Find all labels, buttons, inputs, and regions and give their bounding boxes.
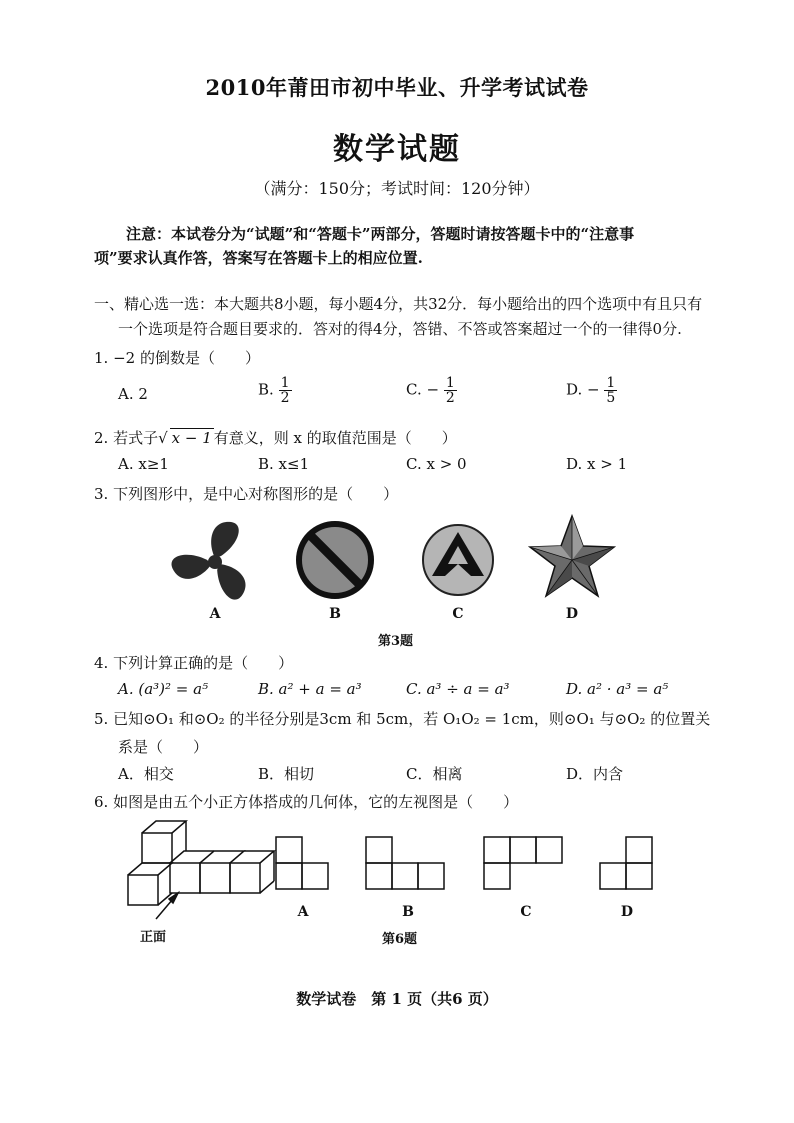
fraction-denominator: 2 xyxy=(445,390,455,406)
figure-b-prohibition-icon xyxy=(299,524,371,596)
section-1-instructions xyxy=(94,292,734,342)
question-6-figures xyxy=(120,815,680,940)
question-1-stem: 1. −2 的倒数是（ ） xyxy=(94,349,260,367)
fraction-numerator: 1 xyxy=(280,375,290,391)
figure-c-triangle-circle-icon xyxy=(423,525,493,595)
question-5-option-b: B．相切 xyxy=(258,765,315,783)
fraction xyxy=(444,376,457,405)
question-4-option-d: D. a² · a³ = a⁵ xyxy=(566,680,669,698)
figure-6-caption: 第6题 xyxy=(382,932,418,947)
figure-a-fan-icon xyxy=(170,522,252,603)
fraction-denominator: 2 xyxy=(280,390,290,406)
subject-title: 数学试题 xyxy=(333,132,461,167)
question-2-stem-pre: 2. 若式子 xyxy=(94,429,159,447)
question-2-stem-post: 有意义，则 x 的取值范围是（ ） xyxy=(213,429,457,447)
section-1-line-1: 一、精心选一选：本大题共8小题，每小题4分，共32分．每小题给出的四个选项中有且只有 xyxy=(94,295,703,313)
exam-title: 2010年莆田市初中毕业、升学考试试卷 xyxy=(205,75,589,100)
option-d-view xyxy=(600,837,652,889)
figure-6-label-a: A xyxy=(297,904,309,920)
fraction-numerator: 1 xyxy=(606,375,616,391)
figure-3-label-a: A xyxy=(209,606,221,622)
notice-line-1: 注意：本试卷分为“试题”和“答题卡”两部分，答题时请按答题卡中的“注意事 xyxy=(126,225,635,243)
question-5-option-c: C．相离 xyxy=(406,765,463,783)
figure-3-label-d: D xyxy=(565,606,579,622)
figure-3-caption: 第3题 xyxy=(378,634,414,649)
option-b-view xyxy=(366,837,444,889)
question-4-option-a: A. (a³)² = a⁵ xyxy=(118,680,209,698)
question-4-stem: 4. 下列计算正确的是（ ） xyxy=(94,654,294,672)
question-5-option-a: A．相交 xyxy=(118,765,174,783)
question-2-option-a: A. x≥1 xyxy=(118,455,169,473)
question-2-option-d: D. x > 1 xyxy=(566,455,628,473)
fraction-numerator: 1 xyxy=(445,375,455,391)
question-4-option-c: C. a³ ÷ a = a³ xyxy=(406,680,510,698)
fraction xyxy=(604,376,617,405)
figure-6-label-b: B xyxy=(402,904,414,920)
option-b-prefix: B. xyxy=(258,380,274,399)
question-3-figures xyxy=(170,512,630,612)
question-6-stem: 6. 如图是由五个小正方体搭成的几何体，它的左视图是（ ） xyxy=(94,793,519,811)
notice xyxy=(94,222,726,270)
figure-3-label-c: C xyxy=(452,606,464,622)
cube-solid-diagram xyxy=(128,821,274,919)
figure-6-label-d: D xyxy=(620,904,634,920)
question-1-option-a: A. 2 xyxy=(118,385,148,403)
question-5-option-d: D．内含 xyxy=(566,765,624,783)
question-2-option-b: B. x≤1 xyxy=(258,455,310,473)
figure-3-label-b: B xyxy=(329,606,341,622)
option-a-view xyxy=(276,837,328,889)
question-2-option-c: C. x > 0 xyxy=(406,455,467,473)
page-footer: 数学试卷 第 1 页（共6 页） xyxy=(296,990,498,1008)
option-d-prefix: D. − xyxy=(566,380,600,399)
question-5-stem-line-1: 5. 已知⊙O₁ 和⊙O₂ 的半径分别是3cm 和 5cm，若 O₁O₂ = 1cm，则⊙O₁ 与⊙O₂ 的位置关 xyxy=(94,710,711,728)
front-view-label: 正面 xyxy=(140,930,167,945)
section-1-line-2: 一个选项是符合题目要求的．答对的得4分，答错、不答或答案超过一个的一律得0分. xyxy=(118,320,682,338)
radicand: x − 1 xyxy=(171,429,212,447)
fraction-denominator: 5 xyxy=(606,390,616,406)
exam-info: （满分：150分；考试时间：120分钟） xyxy=(254,179,540,198)
sqrt-sign: √ xyxy=(158,429,168,447)
figure-d-star-icon xyxy=(530,516,614,596)
question-1-option-c xyxy=(406,376,457,405)
notice-line-2: 项”要求认真作答，答案写在答题卡上的相应位置. xyxy=(94,249,423,267)
question-1-option-b xyxy=(258,376,292,405)
question-2-stem xyxy=(94,427,457,448)
fraction xyxy=(279,376,292,405)
question-4-option-b: B. a² + a = a³ xyxy=(258,680,362,698)
question-3-stem: 3. 下列图形中，是中心对称图形的是（ ） xyxy=(94,485,399,503)
option-c-view xyxy=(484,837,562,889)
question-5-stem-line-2: 系是（ ） xyxy=(118,738,209,756)
option-c-prefix: C. − xyxy=(406,380,440,399)
figure-6-label-c: C xyxy=(520,904,532,920)
question-1-option-d xyxy=(566,376,617,405)
